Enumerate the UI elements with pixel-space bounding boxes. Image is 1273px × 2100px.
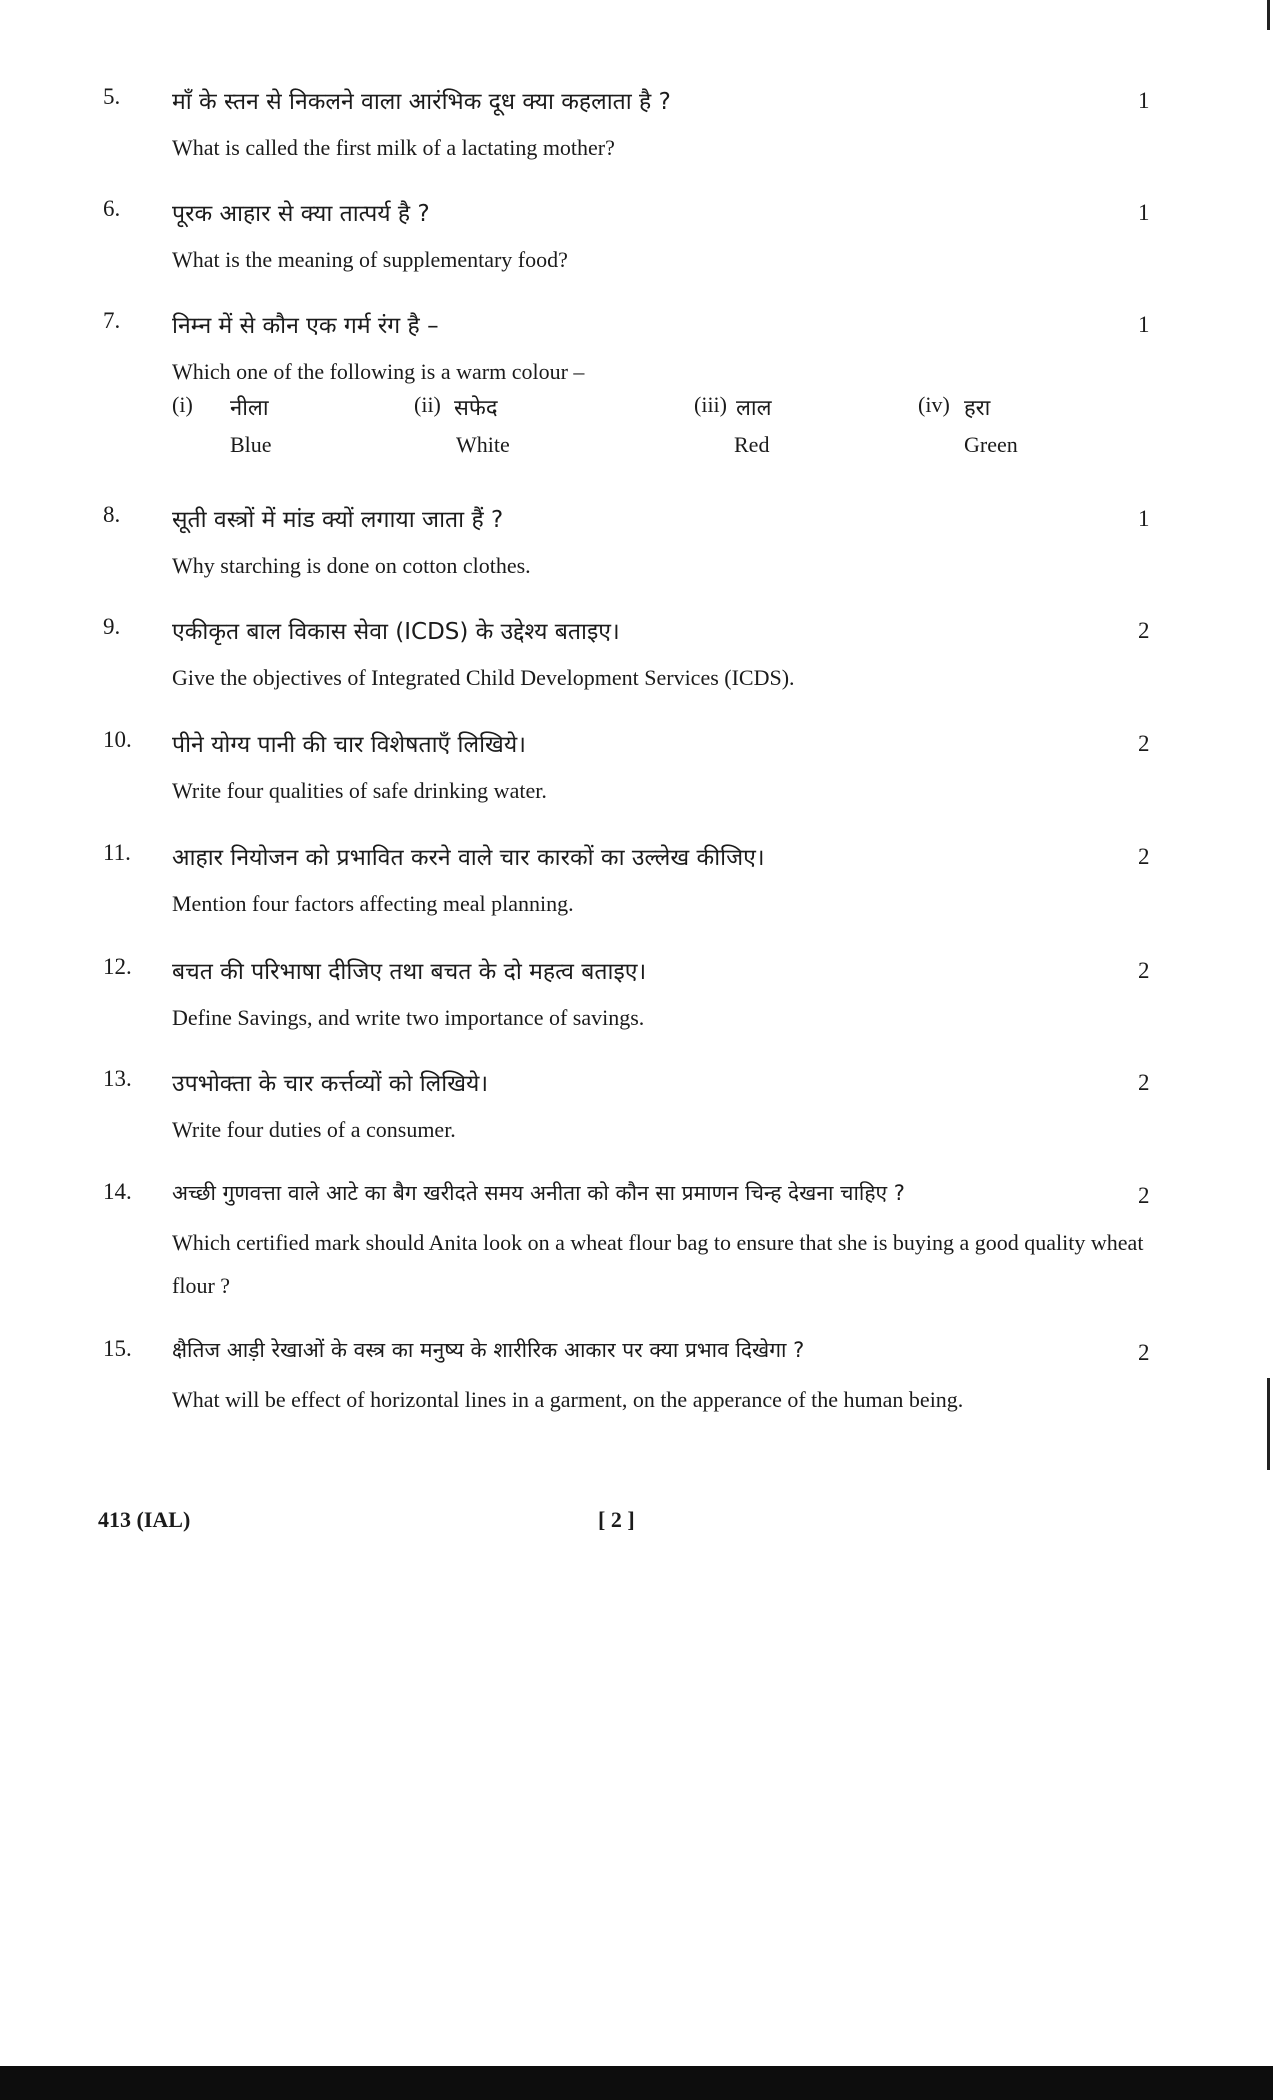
question-number: 10. <box>103 727 132 752</box>
scan-edge-mark <box>1267 1378 1270 1470</box>
question-english-text: Give the objectives of Integrated Child Development Services (ICDS). <box>172 665 795 690</box>
option-english-text: Green <box>964 432 1018 457</box>
question-english-text: Which one of the following is a warm colour – <box>172 359 585 384</box>
page-number: [ 2 ] <box>598 1507 635 1532</box>
question-english-text: Which certified mark should Anita look on a wheat flour bag to ensure that she is buying a good quality wheat flour ? <box>172 1230 1144 1298</box>
question-number: 12. <box>103 954 132 979</box>
option-hindi-text: सफेद <box>454 396 498 421</box>
option-english-text: Red <box>734 432 770 457</box>
question-marks: 2 <box>1138 958 1150 983</box>
question-english-text: What will be effect of horizontal lines in a garment, on the apperance of the human being. <box>172 1387 964 1412</box>
question-marks: 2 <box>1138 1340 1150 1365</box>
question-marks: 2 <box>1138 1070 1150 1095</box>
question-hindi-text: आहार नियोजन को प्रभावित करने वाले चार कारकों का उल्लेख कीजिए। <box>172 845 765 871</box>
question-english-text: What is the meaning of supplementary food? <box>172 247 568 272</box>
question-number: 15. <box>103 1336 132 1361</box>
question-marks: 1 <box>1138 200 1150 225</box>
question-english-text: Define Savings, and write two importance of savings. <box>172 1005 645 1030</box>
option-number: (iii) <box>694 392 727 417</box>
question-number: 6. <box>103 196 121 221</box>
option-number: (i) <box>172 392 193 417</box>
question-number: 7. <box>103 308 121 333</box>
question-number: 11. <box>103 840 131 865</box>
paper-code: 413 (IAL) <box>98 1507 191 1532</box>
question-marks: 2 <box>1138 731 1150 756</box>
option-english-text: Blue <box>230 432 272 457</box>
question-hindi-text: पूरक आहार से क्या तात्पर्य है ? <box>172 201 430 227</box>
question-marks: 2 <box>1138 844 1150 869</box>
option-hindi-text: लाल <box>736 396 772 421</box>
question-marks: 1 <box>1138 506 1150 531</box>
question-hindi-text: सूती वस्त्रों में मांड क्यों लगाया जाता हैं ? <box>172 507 504 533</box>
question-english-text: Mention four factors affecting meal planning. <box>172 891 574 916</box>
question-hindi-text: उपभोक्ता के चार कर्त्तव्यों को लिखिये। <box>172 1071 489 1097</box>
question-hindi-text: अच्छी गुणवत्ता वाले आटे का बैग खरीदते समय अनीता को कौन सा प्रमाणन चिन्ह देखना चाहिए ? <box>172 1181 905 1205</box>
question-english-text: What is called the first milk of a lactating mother? <box>172 135 615 160</box>
question-hindi-text: माँ के स्तन से निकलने वाला आरंभिक दूध क्या कहलाता है ? <box>172 89 671 115</box>
question-marks: 2 <box>1138 1183 1150 1208</box>
scan-bottom-bar <box>0 2066 1273 2100</box>
question-number: 9. <box>103 614 121 639</box>
question-marks: 2 <box>1138 618 1150 643</box>
question-hindi-text: बचत की परिभाषा दीजिए तथा बचत के दो महत्व बताइए। <box>172 959 647 985</box>
question-hindi-text: पीने योग्य पानी की चार विशेषताएँ लिखिये। <box>172 732 526 758</box>
scan-edge-mark <box>1267 0 1270 30</box>
question-marks: 1 <box>1138 88 1150 113</box>
option-hindi-text: हरा <box>964 396 991 421</box>
question-english-text: Why starching is done on cotton clothes. <box>172 553 531 578</box>
question-number: 13. <box>103 1066 132 1091</box>
option-number: (iv) <box>918 392 950 417</box>
option-number: (ii) <box>414 392 441 417</box>
option-hindi-text: नीला <box>230 396 269 421</box>
question-hindi-text: निम्न में से कौन एक गर्म रंग है – <box>172 313 439 339</box>
question-number: 8. <box>103 502 121 527</box>
question-hindi-text: एकीकृत बाल विकास सेवा (ICDS) के उद्देश्य बताइए। <box>172 619 620 645</box>
question-english-text: Write four duties of a consumer. <box>172 1117 456 1142</box>
question-number: 5. <box>103 84 121 109</box>
question-number: 14. <box>103 1179 132 1204</box>
question-hindi-text: क्षैतिज आड़ी रेखाओं के वस्त्र का मनुष्य के शारीरिक आकार पर क्या प्रभाव दिखेगा ? <box>172 1338 805 1362</box>
question-marks: 1 <box>1138 312 1150 337</box>
option-english-text: White <box>456 432 510 457</box>
question-english-text: Write four qualities of safe drinking water. <box>172 778 547 803</box>
